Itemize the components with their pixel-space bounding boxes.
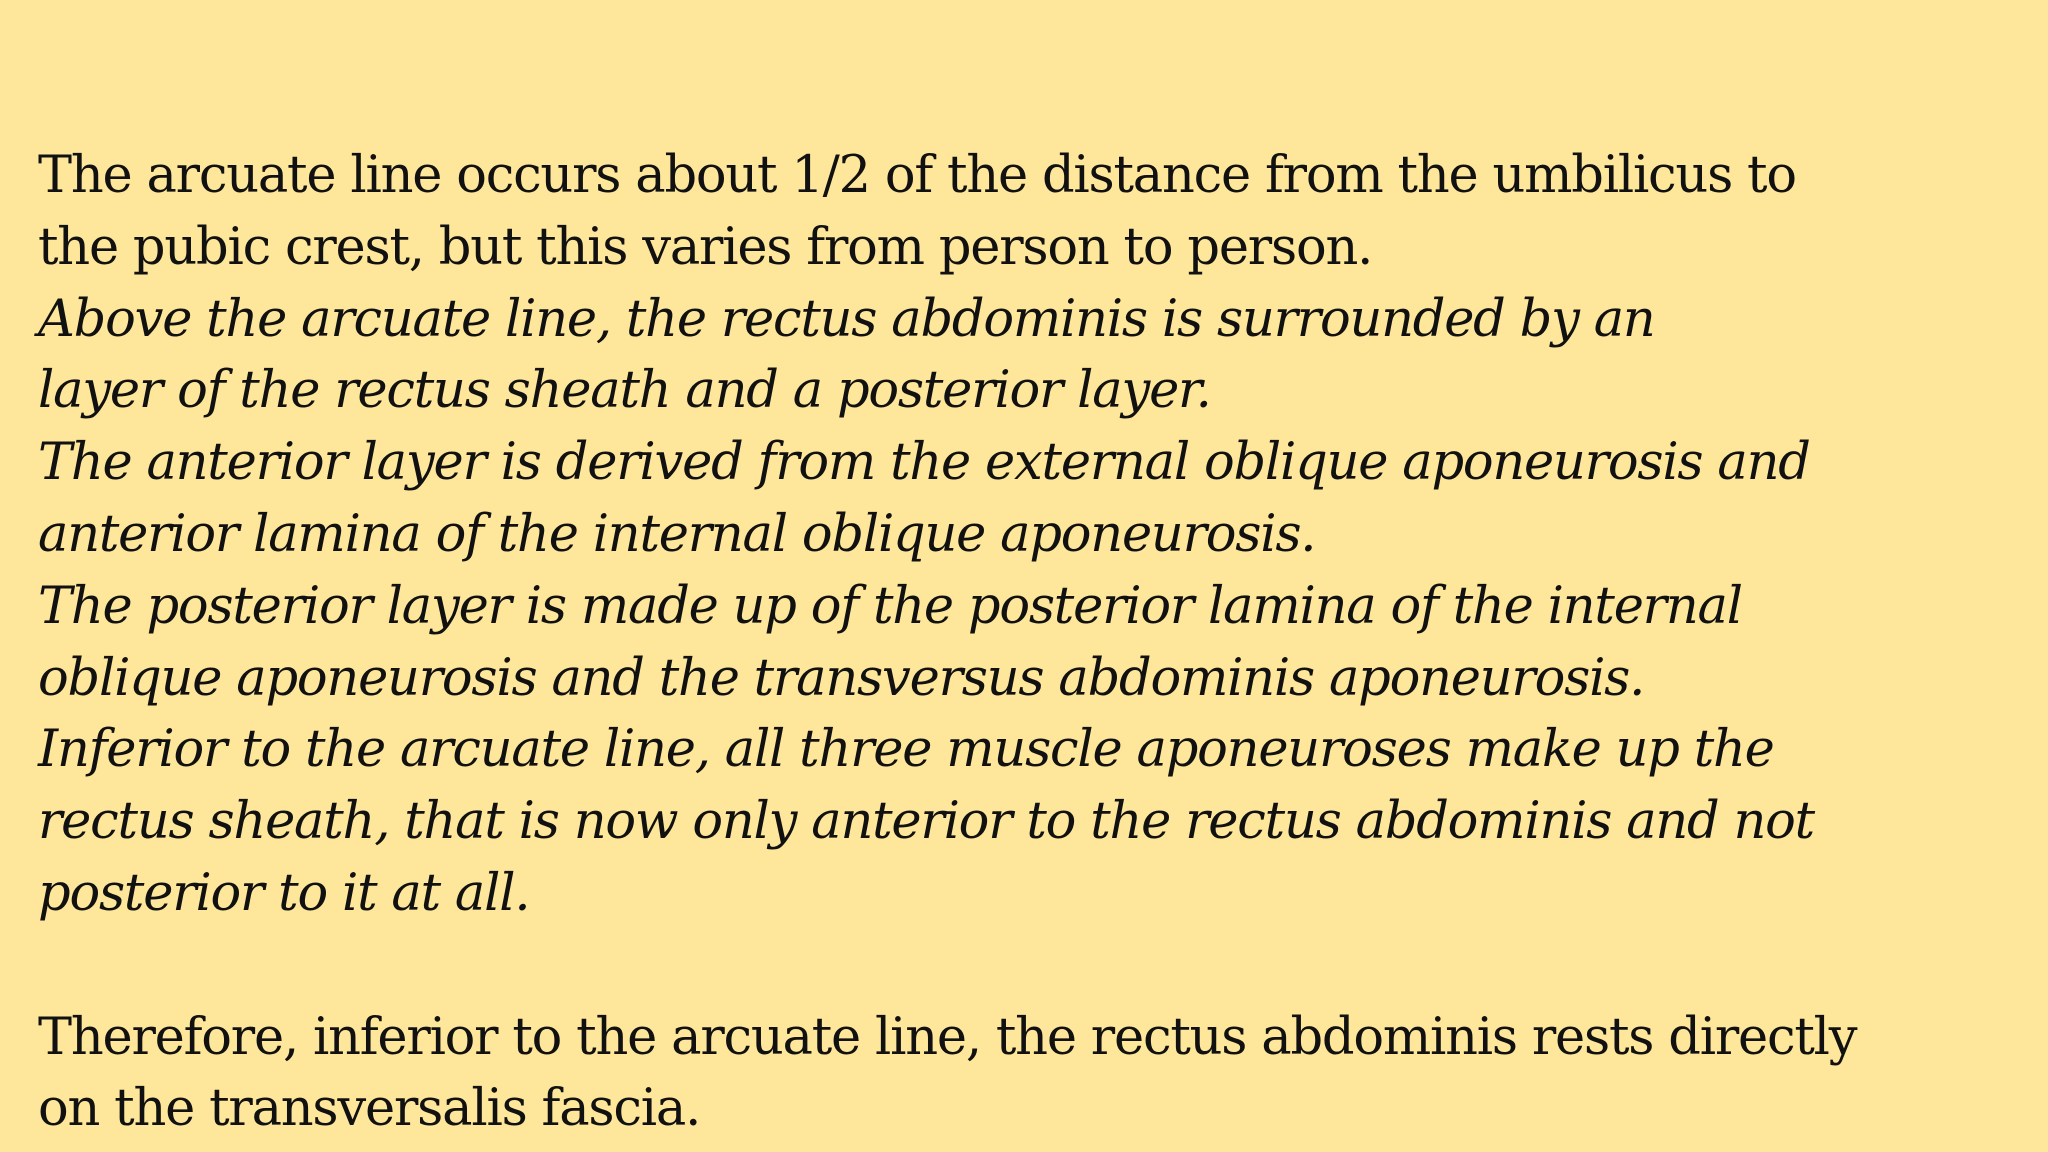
text-line: the pubic crest, but this varies from person to person.	[38, 217, 1373, 277]
italic-text-line: layer of the rectus sheath and a posterior layer.	[38, 361, 1211, 421]
paragraph-gap	[38, 930, 2028, 1002]
italic-text-line: posterior to it at all.	[38, 863, 530, 923]
text-line: Therefore, inferior to the arcuate line, the rectus abdominis rests directly	[38, 1007, 1857, 1067]
italic-text-line: anterior lamina of the internal oblique aponeurosis.	[38, 504, 1316, 564]
italic-text-line: The anterior layer is derived from the external oblique aponeurosis and	[38, 433, 1810, 493]
italic-text-line: The posterior layer is made up of the posterior lamina of the internal	[38, 576, 1742, 636]
slide-text-block	[38, 140, 2028, 1145]
text-line: on the transversalis fascia.	[38, 1079, 701, 1139]
italic-text-line: rectus sheath, that is now only anterior to the rectus abdominis and not	[38, 792, 1814, 852]
text-line: The arcuate line occurs about 1/2 of the distance from the umbilicus to	[38, 146, 1796, 205]
italic-text-line: Inferior to the arcuate line, all three muscle aponeuroses make up the	[38, 720, 1774, 780]
italic-text-line: Above the arcuate line, the rectus abdominis is surrounded by an	[38, 289, 1655, 349]
italic-text-line: oblique aponeurosis and the transversus abdominis aponeurosis.	[38, 648, 1645, 708]
